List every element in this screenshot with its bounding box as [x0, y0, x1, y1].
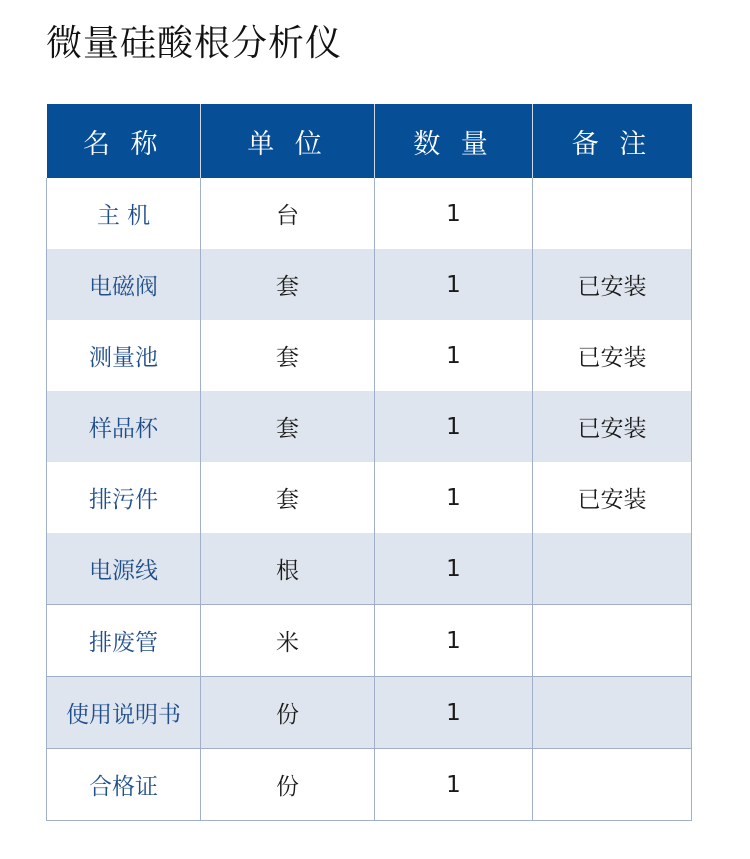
- cell-note: [533, 677, 692, 749]
- table-row: [47, 677, 692, 749]
- cell-unit: 份: [201, 749, 375, 821]
- cell-quantity: 1: [375, 462, 533, 533]
- cell-name: 合格证: [47, 749, 201, 821]
- table-header-row: [47, 104, 692, 178]
- cell-name: 样品杯: [47, 391, 201, 462]
- table-row: [47, 320, 692, 391]
- cell-unit: 台: [201, 178, 375, 249]
- table-row: [47, 178, 692, 249]
- cell-unit: 根: [201, 533, 375, 605]
- cell-unit: 米: [201, 605, 375, 677]
- table-row: [47, 605, 692, 677]
- table-row: [47, 249, 692, 320]
- cell-name: 使用说明书: [47, 677, 201, 749]
- cell-name: 测量池: [47, 320, 201, 391]
- cell-unit: 套: [201, 320, 375, 391]
- cell-name: 电源线: [47, 533, 201, 605]
- cell-quantity: 1: [375, 605, 533, 677]
- cell-name: 主 机: [47, 178, 201, 249]
- table-row: [47, 391, 692, 462]
- cell-name: 排废管: [47, 605, 201, 677]
- cell-quantity: 1: [375, 749, 533, 821]
- cell-quantity: 1: [375, 320, 533, 391]
- cell-note: [533, 749, 692, 821]
- cell-quantity: 1: [375, 533, 533, 605]
- cell-unit: 份: [201, 677, 375, 749]
- cell-unit: 套: [201, 391, 375, 462]
- table-row: [47, 462, 692, 533]
- cell-quantity: 1: [375, 391, 533, 462]
- cell-quantity: 1: [375, 677, 533, 749]
- cell-note: 已安装: [533, 462, 692, 533]
- cell-unit: 套: [201, 249, 375, 320]
- page-title: 微量硅酸根分析仪: [46, 23, 343, 64]
- cell-note: 已安装: [533, 249, 692, 320]
- cell-note: 已安装: [533, 320, 692, 391]
- cell-unit: 套: [201, 462, 375, 533]
- table-row: [47, 749, 692, 821]
- cell-name: 排污件: [47, 462, 201, 533]
- table-row: [47, 533, 692, 605]
- header-note: 备 注: [533, 104, 692, 178]
- parts-list-table: [46, 104, 692, 821]
- header-unit: 单 位: [201, 104, 375, 178]
- cell-name: 电磁阀: [47, 249, 201, 320]
- cell-note: [533, 533, 692, 605]
- cell-quantity: 1: [375, 249, 533, 320]
- cell-note: [533, 178, 692, 249]
- cell-quantity: 1: [375, 178, 533, 249]
- header-name: 名 称: [47, 104, 201, 178]
- header-quantity: 数 量: [375, 104, 533, 178]
- cell-note: 已安装: [533, 391, 692, 462]
- cell-note: [533, 605, 692, 677]
